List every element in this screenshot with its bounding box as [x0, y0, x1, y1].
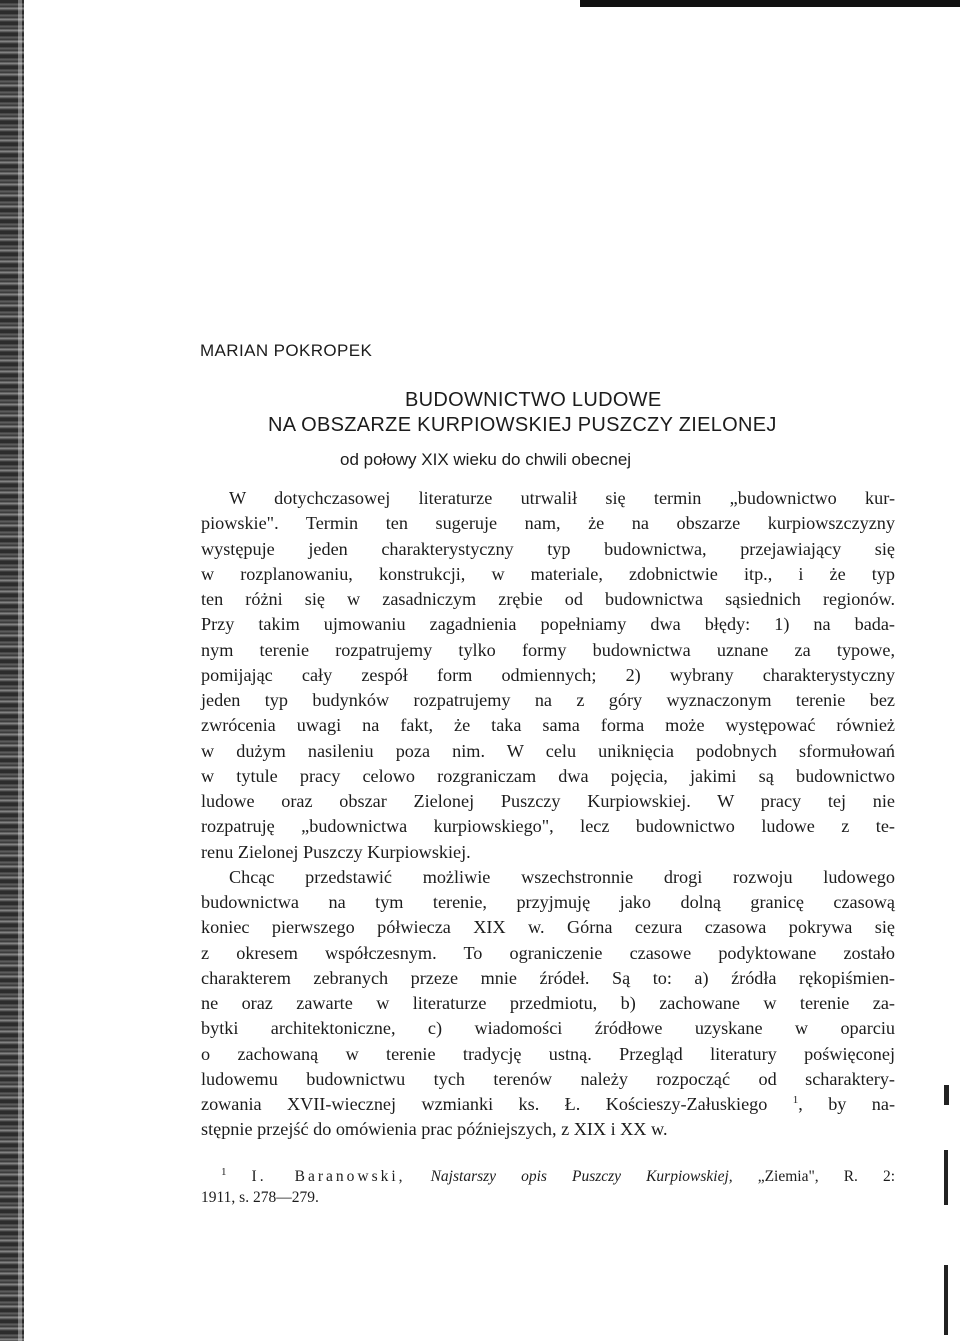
article-title-line-2: NA OBSZARZE KURPIOWSKIEJ PUSZCZY ZIELONEJ	[268, 414, 777, 436]
body-line: występuje jeden charakterystyczny typ budownictwa, przejawiający się	[201, 538, 895, 559]
scan-right-mark	[944, 1265, 948, 1335]
body-line: Chcąc przedstawić możliwie wszechstronnie drogi rozwoju ludowego	[229, 866, 895, 887]
article-title-line-1: BUDOWNICTWO LUDOWE	[405, 389, 662, 411]
body-line-with-footnote-ref	[201, 1092, 895, 1117]
body-line: ludowe oraz obszar Zielonej Puszczy Kurpiowskiej. W pracy tej nie	[201, 791, 895, 811]
body-line: w tytule pracy celowo rozgraniczam dwa pojęcia, jakimi są budownictwo	[201, 765, 895, 786]
body-line: w rozplanowaniu, konstrukcji, w materiale, zdobnictwie itp., i że typ	[201, 563, 895, 584]
footnote-marker: 1	[221, 1165, 227, 1178]
body-line: o zachowaną w terenie tradycję ustną. Przegląd literatury poświęconej	[201, 1043, 895, 1064]
author-name: MARIAN POKROPEK	[200, 341, 373, 360]
body-line: charakterem zebranych przeze mnie źródeł. Są to: a) źródła rękopiśmien-	[201, 967, 895, 988]
body-line: pomijając cały zespół form odmiennych; 2) wybrany charakterystyczny	[201, 664, 895, 685]
footnote-author: I. Baranowski,	[251, 1168, 406, 1185]
body-line: nym terenie rozpatrujemy tylko formy budownictwa uznane za typowe,	[201, 639, 895, 660]
body-line-tail: , by na-	[798, 1094, 895, 1114]
body-line: piowskie". Termin ten sugeruje nam, że na obszarze kurpiowszczyzny	[201, 513, 895, 534]
footnote-title: Najstarszy opis Puszczy Kurpiowskiej,	[430, 1168, 733, 1185]
binding-shadow	[18, 0, 22, 1341]
scan-top-edge	[580, 0, 960, 7]
article-subtitle: od połowy XIX wieku do chwili obecnej	[340, 450, 632, 469]
scan-right-mark	[944, 1085, 949, 1105]
body-line: ten różni się w zasadniczym zrębie od budownictwa sąsiednich regionów.	[201, 589, 895, 609]
body-line-text: zowania XVII-wiecznej wzmianki ks. Ł. Kościeszy-Załuskiego	[201, 1094, 768, 1114]
footnote-line-2: 1911, s. 278—279.	[201, 1189, 319, 1206]
body-line: renu Zielonej Puszczy Kurpiowskiej.	[201, 841, 471, 862]
body-line: budownictwa na tym terenie, przyjmuję jako dolną granicę czasową	[201, 892, 895, 912]
body-line: ludowemu budownictwu tych terenów należy rozpocząć od scharaktery-	[201, 1068, 895, 1089]
body-line: rozpatruję „budownictwa kurpiowskiego", lecz budownictwo ludowe z te-	[201, 816, 895, 837]
body-line: zwrócenia uwagi na fakt, że taka sama forma może występować również	[201, 715, 895, 736]
body-line: z okresem współczesnym. To ograniczenie czasowe podyktowane zostało	[201, 942, 895, 963]
scan-right-mark	[944, 1150, 948, 1205]
body-line: W dotychczasowej literaturze utrwalił się termin „budownictwo kur-	[229, 488, 895, 508]
footnote-reference[interactable]: 1	[792, 1093, 799, 1106]
body-line: jeden typ budynków rozpatrujemy na z góry wyznaczonym terenie bez	[201, 690, 895, 710]
footnote-line-1	[201, 1166, 895, 1187]
body-line: stępnie przejść do omówienia prac późniejszych, z XIX i XX w.	[201, 1119, 668, 1140]
body-line: bytki architektoniczne, c) wiadomości źródłowe uzyskane w oparciu	[201, 1018, 895, 1039]
body-line: w dużym nasileniu poza nim. W celu uniknięcia podobnych sformułowań	[201, 740, 895, 761]
footnote-journal: „Ziemia", R. 2:	[757, 1168, 896, 1185]
body-text	[201, 486, 895, 1143]
footnote	[201, 1166, 895, 1208]
body-line: Przy takim ujmowaniu zagadnienia popełniamy dwa błędy: 1) na bada-	[201, 614, 895, 635]
body-line: koniec pierwszego półwiecza XIX w. Górna cezura czasowa pokrywa się	[201, 917, 895, 938]
body-line: ne oraz zawarte w literaturze przedmiotu, b) zachowane w terenie za-	[201, 993, 895, 1013]
